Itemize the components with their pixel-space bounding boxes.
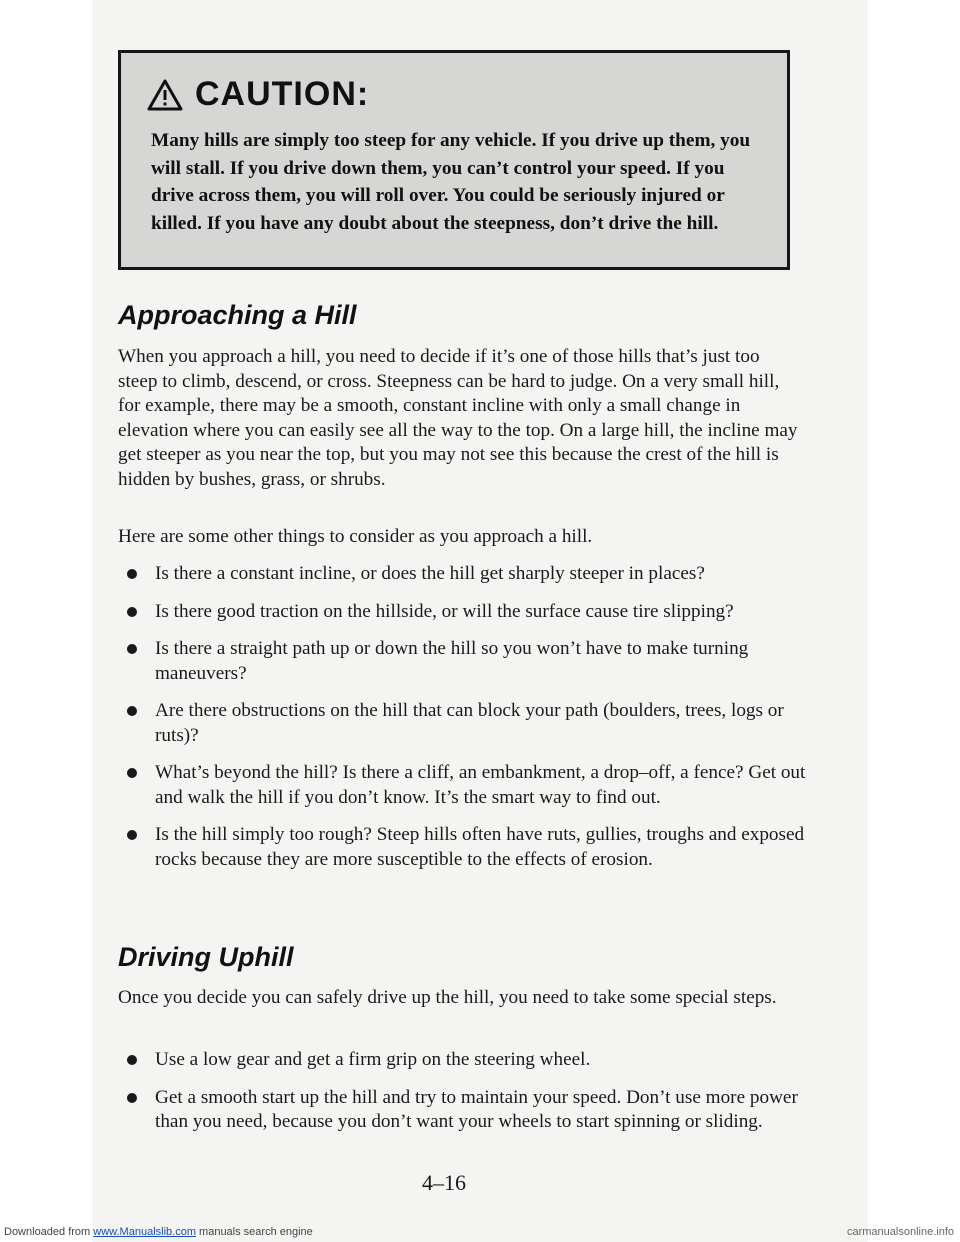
- bullet-icon: [127, 830, 137, 840]
- list-item-text: Use a low gear and get a firm grip on the steering wheel.: [155, 1049, 591, 1070]
- approaching-hill-paragraph: When you approach a hill, you need to decide if it’s one of those hills that’s just too steep to climb, descend, or cross. Steepness can be hard to judge. On a very small hill, for example, there may be a smooth, constant incline with only a small change in elevation where you can easily see all the way to the top. On a large hill, the incline may get steeper as you near the top, but you may not see this because the crest of the hill is hidden by bushes, grass, or shrubs.: [118, 346, 798, 490]
- approaching-hill-bullet-list: [118, 562, 808, 885]
- list-item: [118, 823, 808, 872]
- list-item: [118, 1048, 808, 1073]
- caution-text: Many hills are simply too steep for any vehicle. If you drive up them, you will stall. If you drive down them, you can’t control your speed. If you drive across them, you will roll over. You could be seriously injured or killed. If you have any doubt about the steepness, don’t drive the hill.: [151, 130, 751, 234]
- list-item-text: Is there a constant incline, or does the hill get sharply steeper in places?: [155, 563, 705, 584]
- bullet-icon: [127, 768, 137, 778]
- download-footer: [4, 1226, 313, 1238]
- list-item-text: What’s beyond the hill? Is there a cliff, an embankment, a drop–off, a fence? Get out and walk the hill if you don’t know. It’s the smart way to find out.: [155, 762, 806, 808]
- list-item: [118, 562, 808, 587]
- list-item: [118, 761, 808, 810]
- list-item-text: Is there good traction on the hillside, or will the surface cause tire slipping?: [155, 600, 734, 622]
- section-heading-driving-uphill: Driving Uphill: [118, 942, 294, 972]
- approaching-hill-intro: Here are some other things to consider as you approach a hill.: [118, 526, 593, 547]
- footer-suffix: manuals search engine: [195, 1226, 313, 1238]
- list-item: [118, 600, 808, 625]
- list-item-text: Is there a straight path up or down the hill so you won’t have to make turning maneuvers?: [155, 638, 749, 684]
- bullet-icon: [127, 607, 137, 617]
- bullet-icon: [127, 644, 137, 654]
- bullet-icon: [127, 1093, 137, 1103]
- driving-uphill-paragraph: Once you decide you can safely drive up the hill, you need to take some special steps.: [118, 987, 777, 1008]
- bullet-icon: [127, 706, 137, 716]
- bullet-icon: [127, 1055, 137, 1065]
- list-item: [118, 1086, 808, 1135]
- list-item: [118, 699, 808, 748]
- bullet-icon: [127, 569, 137, 579]
- watermark-footer: carmanualsonline.info: [846, 1226, 954, 1238]
- manualslib-link[interactable]: www.Manualslib.com: [93, 1226, 196, 1238]
- list-item-text: Are there obstructions on the hill that can block your path (boulders, trees, logs or ruts)?: [155, 700, 784, 746]
- footer-prefix: Downloaded from: [4, 1226, 94, 1238]
- list-item: [118, 637, 808, 686]
- list-item-text: Is the hill simply too rough? Steep hills often have ruts, gullies, troughs and exposed rocks because they are more susceptible to the effects of erosion.: [155, 824, 805, 870]
- section-heading-approaching-hill: Approaching a Hill: [118, 300, 357, 330]
- caution-header: [147, 75, 369, 114]
- driving-uphill-bullet-list: [118, 1048, 808, 1148]
- caution-title: CAUTION:: [195, 75, 370, 113]
- warning-triangle-icon: [147, 79, 183, 111]
- page-number: 4–16: [422, 1170, 466, 1195]
- list-item-text: Get a smooth start up the hill and try to maintain your speed. Don’t use more power than you need, because you don’t want your wheels to start spinning or sliding.: [155, 1086, 798, 1132]
- caution-box: [118, 50, 790, 270]
